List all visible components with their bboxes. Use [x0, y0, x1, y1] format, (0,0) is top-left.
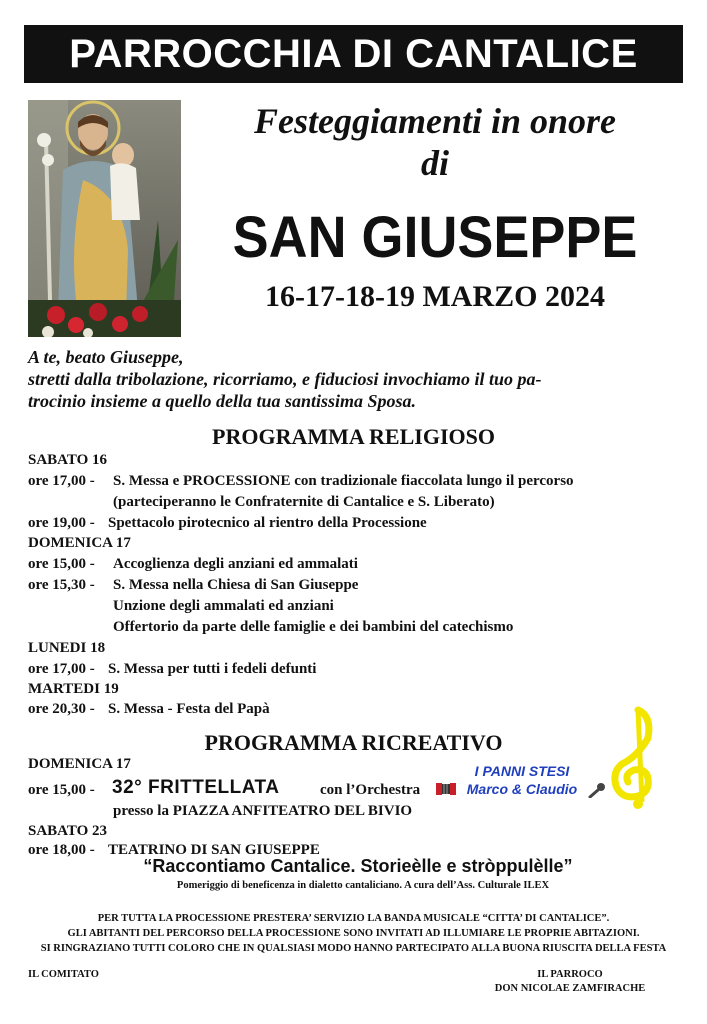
event-time: ore 19,00 - — [28, 515, 95, 531]
page-banner — [24, 25, 683, 83]
note-illumination: GLI ABITANTI DEL PERCORSO DELLA PROCESSIONE SONO INVITATI AD ILLUMIARE LE PROPRIE ABITAZIONI. — [67, 928, 640, 939]
event-description: Spettacolo pirotecnico al rientro della Processione — [108, 515, 427, 531]
saint-joseph-statue-image — [28, 100, 181, 337]
frittellata-location: presso la PIAZZA ANFITEATRO DEL BIVIO — [113, 803, 413, 819]
day-domenica-17-recreational: DOMENICA 17 — [28, 756, 131, 772]
priest-title: IL PARROCO — [537, 969, 603, 980]
music-note-icon — [608, 706, 664, 814]
note-band: PER TUTTA LA PROCESSIONE PRESTERA’ SERVIZIO LA BANDA MUSICALE “CITTA’ DI CANTALICE”. — [97, 913, 610, 924]
event-description-cont: Unzione degli ammalati ed anziani — [113, 598, 334, 614]
headline-festivities: Festeggiamenti in onore — [253, 101, 617, 141]
teatrino-title: TEATRINO DI SAN GIUSEPPE — [108, 842, 320, 858]
accordion-icon — [436, 781, 456, 801]
prayer-line-1: A te, beato Giuseppe, — [28, 347, 184, 367]
event-description-cont: (parteciperanno le Confraternite di Cantalice e S. Liberato) — [113, 494, 495, 510]
prayer-line-2: stretti dalla tribolazione, ricorriamo, e fiduciosi invochiamo il tuo pa- — [28, 369, 542, 389]
event-description: Accoglienza degli anziani ed ammalati — [113, 556, 358, 572]
event-time: ore 17,00 - — [28, 661, 95, 677]
day-domenica-17: DOMENICA 17 — [28, 535, 131, 551]
frittellata-title: 32° FRITTELLATA — [112, 777, 280, 798]
event-time: ore 15,00 - — [28, 556, 95, 572]
day-lunedi-18: LUNEDI 18 — [28, 640, 106, 656]
teatrino-show-title: “Raccontiamo Cantalice. Storieèlle e stròppulèlle” — [143, 856, 573, 876]
day-sabato-16: SABATO 16 — [28, 452, 108, 468]
event-time: ore 18,00 - — [28, 842, 95, 858]
event-time: ore 15,30 - — [28, 577, 95, 593]
committee-signature: IL COMITATO — [28, 969, 99, 980]
microphone-icon — [588, 782, 606, 802]
recreational-program-title: PROGRAMMA RICREATIVO — [204, 730, 503, 755]
band-name-line-2: Marco & Claudio — [466, 781, 578, 797]
teatrino-note: Pomeriggio di beneficenza in dialetto cantaliciano. A cura dell’Ass. Culturale ILEX — [176, 880, 550, 891]
religious-program-title: PROGRAMMA RELIGIOSO — [212, 424, 495, 449]
prayer-line-3: trocinio insieme a quello della tua santissima Sposa. — [28, 391, 417, 411]
event-time: ore 15,00 - — [28, 782, 95, 798]
event-time: ore 20,30 - — [28, 701, 95, 717]
saint-name-title: SAN GIUSEPPE — [232, 205, 638, 270]
event-description: S. Messa - Festa del Papà — [108, 701, 270, 717]
parish-title: PARROCCHIA DI CANTALICE — [69, 31, 638, 76]
orchestra-label: con l’Orchestra — [320, 782, 421, 798]
band-name-line-1: I PANNI STESI — [474, 763, 570, 779]
day-martedi-19: MARTEDI 19 — [28, 681, 119, 697]
event-description: S. Messa per tutti i fedeli defunti — [108, 661, 317, 677]
day-sabato-23: SABATO 23 — [28, 823, 108, 839]
note-thanks: SI RINGRAZIANO TUTTI COLORO CHE IN QUALSIASI MODO HANNO PARTECIPATO ALLA BUONA RIUSCITA DELLA FESTA — [40, 943, 667, 954]
event-time: ore 17,00 - — [28, 473, 95, 489]
festival-dates: 16-17-18-19 MARZO 2024 — [265, 280, 605, 313]
event-description: S. Messa e PROCESSIONE con tradizionale fiaccolata lungo il percorso — [113, 473, 574, 489]
event-description-cont: Offertorio da parte delle famiglie e dei bambini del catechismo — [113, 619, 514, 635]
event-description: S. Messa nella Chiesa di San Giuseppe — [113, 577, 359, 593]
headline-di: di — [420, 143, 449, 183]
priest-name: DON NICOLAE ZAMFIRACHE — [494, 983, 646, 994]
